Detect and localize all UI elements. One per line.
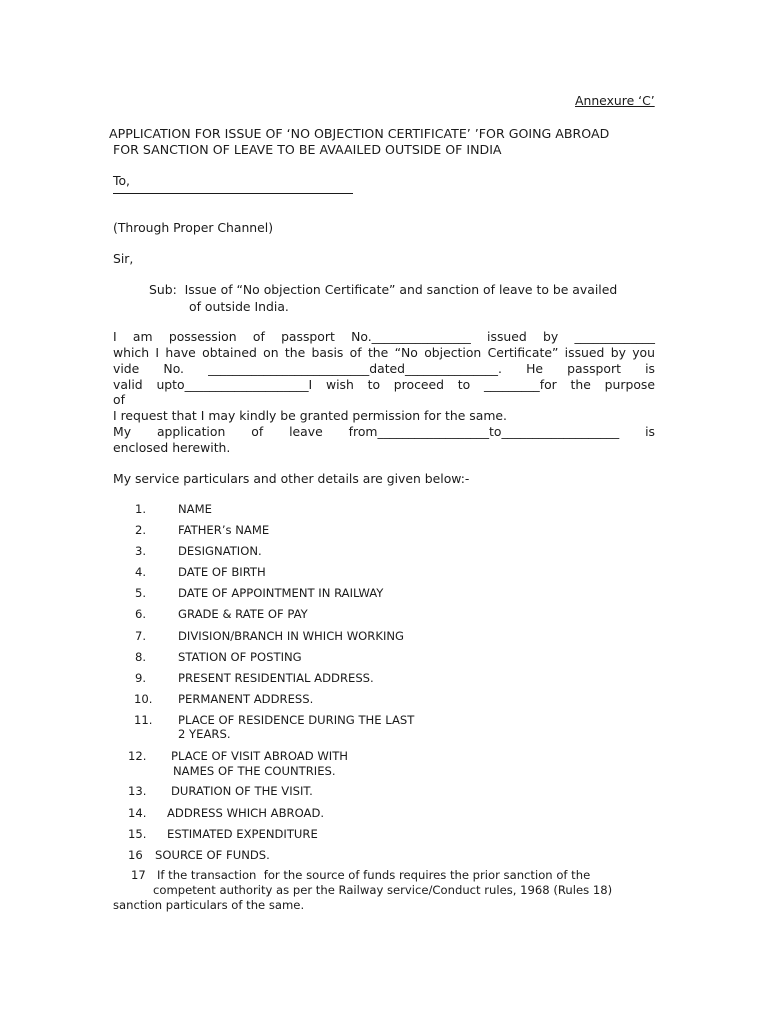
item-label: ADDRESS WHICH ABROAD.: [167, 806, 325, 820]
title-line-2: FOR SANCTION OF LEAVE TO BE AVAAILED OUTSIDE OF INDIA: [113, 142, 502, 157]
body-line: valid upto____________________I wish to proceed to _________for the purpose: [113, 377, 655, 392]
body-line: which I have obtained on the basis of the “No objection Certificate” issued by you: [113, 345, 655, 360]
item-number: 12.: [128, 749, 147, 763]
item-label: DATE OF BIRTH: [178, 565, 266, 579]
item-number: 2.: [135, 523, 147, 537]
item-number: 13.: [128, 784, 147, 798]
annexure-label: Annexure ‘C’: [575, 93, 655, 108]
body-line: of: [113, 392, 125, 407]
item-label: PLACE OF VISIT ABROAD WITH: [171, 749, 349, 763]
item-number: 11.: [134, 713, 153, 727]
item-number: 6.: [135, 607, 147, 621]
item-label: FATHER’s NAME: [178, 523, 270, 537]
body-line: I request that I may kindly be granted permission for the same.: [113, 408, 507, 423]
item-label: DATE OF APPOINTMENT IN RAILWAY: [178, 586, 384, 600]
item-number: 4.: [135, 565, 147, 579]
item-number: 3.: [135, 544, 147, 558]
title-line-1: APPLICATION FOR ISSUE OF ‘NO OBJECTION CERTIFICATE’ ’FOR GOING ABROAD: [109, 126, 610, 141]
item-label: ESTIMATED EXPENDITURE: [167, 827, 318, 841]
item-number: 10.: [134, 692, 153, 706]
item-number: 7.: [135, 629, 147, 643]
item-number: 1.: [135, 502, 147, 516]
item-number: 14.: [128, 806, 147, 820]
item-17-text: competent authority as per the Railway service/Conduct rules, 1968 (Rules 18): [153, 883, 613, 897]
addressee-blank-line: [113, 193, 353, 194]
item-label: PLACE OF RESIDENCE DURING THE LAST: [178, 713, 415, 727]
body-line: enclosed herewith.: [113, 440, 231, 455]
item-number: 9.: [135, 671, 147, 685]
body-line: vide No. __________________________dated_______________. He passport is: [113, 361, 655, 376]
item-number: 15.: [128, 827, 147, 841]
item-label: DIVISION/BRANCH IN WHICH WORKING: [178, 629, 405, 643]
item-number: 17: [131, 868, 146, 882]
item-label: DESIGNATION.: [178, 544, 262, 558]
item-label: PRESENT RESIDENTIAL ADDRESS.: [178, 671, 374, 685]
item-label: NAME: [178, 502, 212, 516]
subject-line-1: Sub: Issue of “No objection Certificate” and sanction of leave to be availed: [149, 282, 618, 297]
item-label: SOURCE OF FUNDS.: [155, 848, 270, 862]
addressee-label: To,: [113, 173, 130, 188]
through-channel: (Through Proper Channel): [113, 220, 274, 235]
item-label-continued: 2 YEARS.: [178, 727, 231, 741]
item-17-text: sanction particulars of the same.: [113, 898, 305, 912]
item-number: 8.: [135, 650, 147, 664]
item-label-continued: NAMES OF THE COUNTRIES.: [173, 764, 336, 778]
item-number: 16: [128, 848, 143, 862]
item-17-text: If the transaction for the source of funds requires the prior sanction of the: [157, 868, 591, 882]
item-label: GRADE & RATE OF PAY: [178, 607, 308, 621]
subject-line-2: of outside India.: [189, 299, 289, 314]
item-label: DURATION OF THE VISIT.: [171, 784, 313, 798]
item-label: STATION OF POSTING: [178, 650, 302, 664]
body-line: My application of leave from__________________to___________________ is: [113, 424, 655, 439]
particulars-intro: My service particulars and other details are given below:-: [113, 471, 470, 486]
body-line: I am possession of passport No.________________ issued by _____________: [113, 329, 655, 344]
item-number: 5.: [135, 586, 147, 600]
salutation: Sir,: [113, 251, 134, 266]
item-label: PERMANENT ADDRESS.: [178, 692, 314, 706]
